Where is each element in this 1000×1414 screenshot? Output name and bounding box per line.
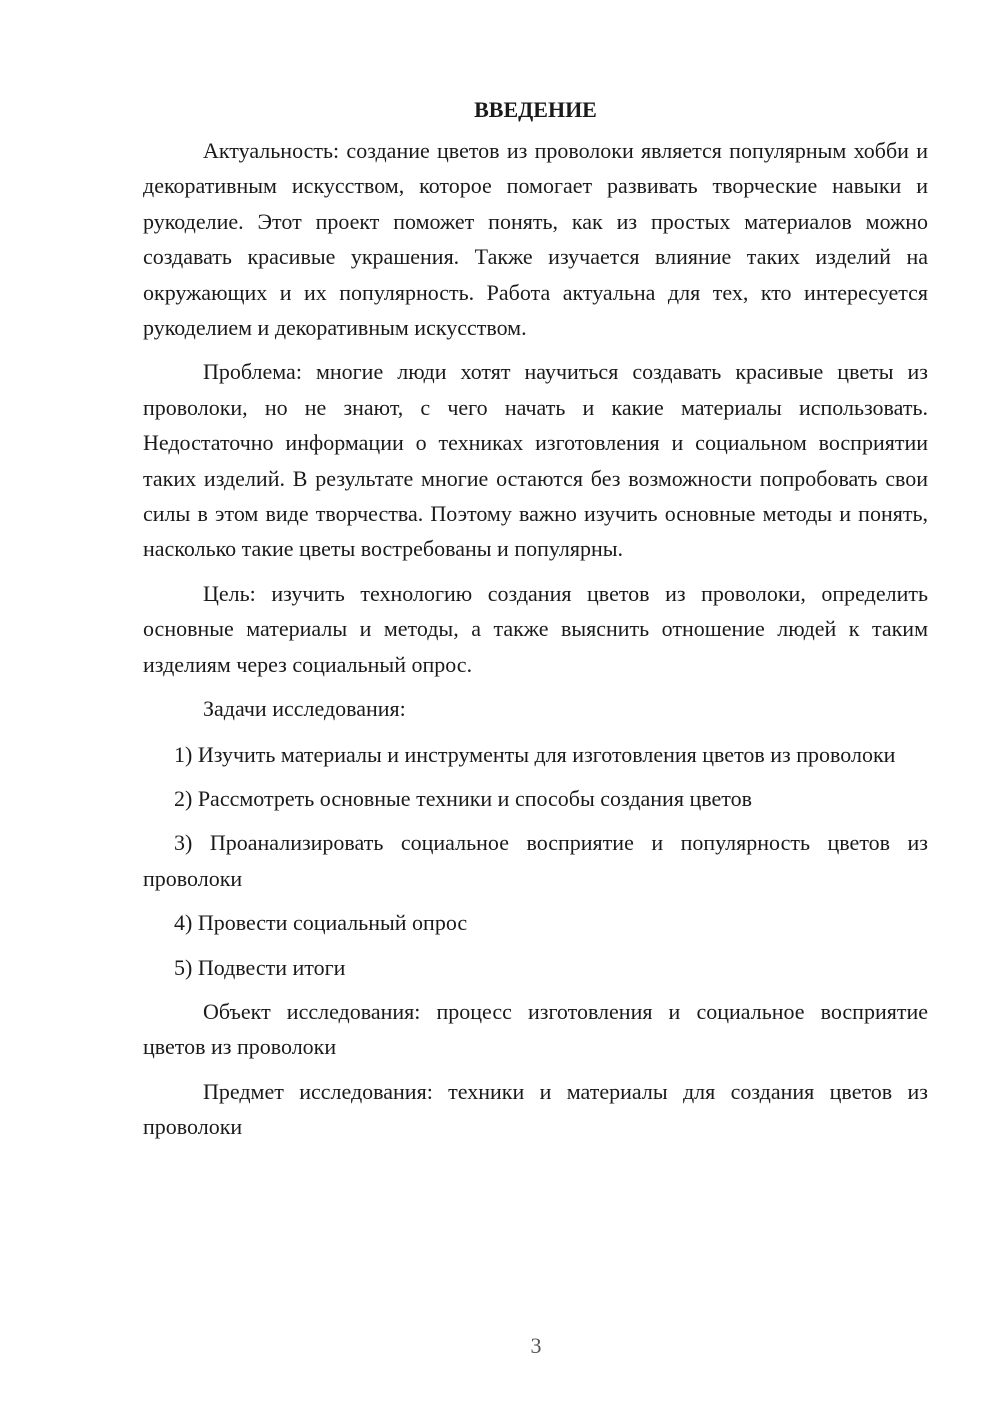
problem-paragraph: Проблема: многие люди хотят научиться создавать красивые цветы из проволоки, но не знают, с чего начать и какие материалы использовать. Недостаточно информации о техниках изготовления и социальном восприятии таких изделий. В результате многие остаются без возможности попробовать свои силы в этом виде творчества. Поэтому важно изучить основные методы и понять, насколько такие цветы востребованы и популярны. — [143, 359, 928, 562]
object-paragraph: Объект исследования: процесс изготовления и социальное восприятие цветов из проволоки — [143, 998, 928, 1060]
document-body — [143, 92, 928, 1145]
relevance-paragraph: Актуальность: создание цветов из проволоки является популярным хобби и декоративным искусством, которое помогает развивать творческие навыки и рукоделие. Этот проект поможет понять, как из простых материалов можно создавать красивые украшения. Также изучается влияние таких изделий на окружающих и их популярность. Работа актуальна для тех, кто интересуется рукоделием и декоративным искусством. — [143, 138, 928, 341]
page-number: 3 — [530, 1333, 542, 1358]
section-title: ВВЕДЕНИЕ — [474, 97, 597, 122]
tasks-list — [143, 737, 928, 985]
goal-paragraph: Цель: изучить технологию создания цветов из проволоки, определить основные материалы и методы, а также выяснить отношение людей к таким изделиям через социальный опрос. — [143, 580, 928, 677]
task-item-4: 4) Провести социальный опрос — [174, 910, 468, 936]
task-item-3: 3) Проанализировать социальное восприятие и популярность цветов из проволоки — [143, 830, 928, 891]
task-item-5: 5) Подвести итоги — [174, 954, 346, 980]
task-item-1: 1) Изучить материалы и инструменты для изготовления цветов из проволоки — [174, 741, 896, 767]
task-item-2: 2) Рассмотреть основные техники и способы создания цветов — [174, 785, 752, 811]
subject-paragraph: Предмет исследования: техники и материалы для создания цветов из проволоки — [143, 1078, 928, 1140]
tasks-heading: Задачи исследования: — [203, 696, 406, 722]
